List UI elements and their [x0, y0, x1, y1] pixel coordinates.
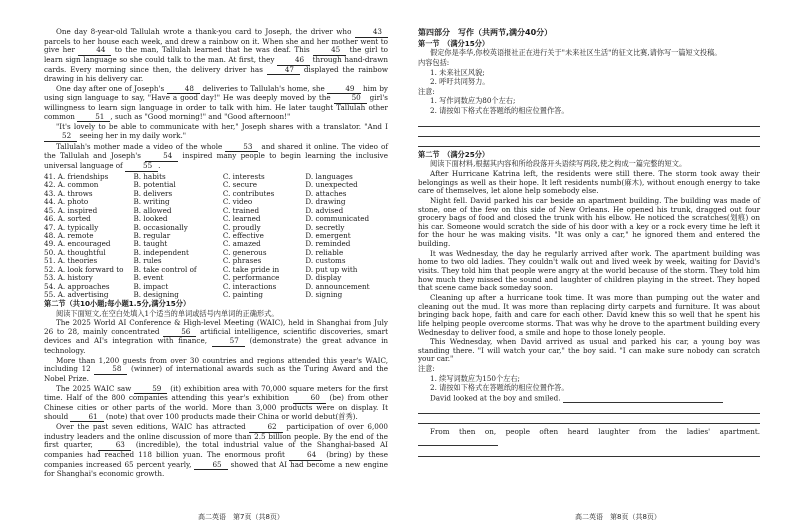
option-choice[interactable]: C. trained — [222, 205, 260, 215]
option-choice[interactable]: D. unexpected — [305, 180, 358, 190]
option-choice[interactable]: D. customs — [305, 256, 346, 266]
option-choice[interactable]: C. interests — [222, 171, 265, 181]
footer-left: 高二英语 第7页（共8页） — [198, 513, 284, 521]
section1-title: 第一节 （满分15分） — [418, 38, 490, 48]
option-choice[interactable]: 50. A. thoughtful — [44, 247, 106, 257]
option-choice[interactable]: D. drawing — [305, 197, 346, 207]
passage-text: seeing her in my daily work." — [77, 131, 187, 141]
passage-text: One day after one of Joseph's — [56, 83, 167, 93]
section2-title: 第二节（共10小题;每小题1.5分,满分15分） — [44, 298, 191, 308]
passage-text: More than 1,200 guests from over 30 countries and regions attended this year's WAIC, including 12 — [44, 355, 388, 374]
option-choice[interactable]: B. looked — [133, 214, 168, 224]
passage-text: (be) from other Chinese cities or other parts of the world. More than 3,000 products were on display. It should — [44, 393, 388, 421]
grammar-paragraph-3 — [44, 385, 388, 423]
option-choice[interactable]: D. languages — [305, 171, 353, 181]
answer-line[interactable] — [418, 447, 760, 457]
option-choice[interactable]: 41. A. friendships — [44, 171, 109, 181]
option-choice[interactable]: D. communicated — [305, 214, 370, 224]
blank-53[interactable]: 53 — [225, 143, 258, 153]
blank-50[interactable]: 50 — [334, 94, 367, 104]
notes-label-1: 注意: — [418, 86, 435, 96]
passage-text: to the man, Tallulah learned that he was deaf. This — [111, 45, 314, 55]
option-choice[interactable]: 43. A. throws — [44, 188, 93, 198]
passage-text: and shared it online. The video of the Tallulah and Joseph's — [44, 141, 389, 161]
answer-line[interactable] — [563, 394, 723, 403]
option-choice[interactable]: D. reminded — [305, 239, 351, 249]
answer-line[interactable] — [418, 437, 498, 446]
content-item-1: 1. 未来社区风貌; — [430, 67, 485, 77]
blank-49[interactable]: 49 — [327, 85, 360, 95]
option-choice[interactable]: C. video — [222, 197, 253, 207]
passage-paragraph-4 — [44, 143, 388, 172]
passage-paragraph-2 — [44, 85, 388, 123]
blank-62[interactable]: 62 — [249, 423, 282, 433]
passage-text: The 2025 World AI Conference & High-level Meeting (WAIC), held in Shanghai from July 26 to 28, mainly concentrated — [44, 318, 388, 336]
blank-65[interactable]: 65 — [194, 461, 227, 471]
option-choice[interactable]: D. display — [305, 273, 342, 283]
passage-text: (winner) of international awards such as the Turing Award and the Nobel Prize. — [44, 364, 388, 383]
note-1-2: 2. 请按如下格式在答题纸的相应位置作答。 — [430, 106, 569, 116]
story-paragraph: It was Wednesday, the day he regularly arrived after work. The apartment building was home to two old ladies. They couldn't walk out and lived week by week, waiting for David's visits. They told him that people were angry at the world because of the storm. They told him how much they missed the sound and laughter of children playing in the street. They hoped that scene came back someday soon. — [418, 248, 760, 293]
grammar-paragraph-1 — [44, 319, 388, 356]
answer-line[interactable] — [418, 414, 760, 424]
blank-61[interactable]: 61 — [70, 413, 103, 423]
option-choice[interactable]: 47. A. typically — [44, 222, 99, 232]
passage-text: , such as "Good morning!" and "Good afternoon!" — [110, 111, 291, 121]
option-choice[interactable]: C. generous — [222, 247, 267, 257]
option-choice[interactable]: B. habits — [133, 171, 166, 181]
passage-text: "It's lovely to be able to communicate with her," Joseph shares with a translator. "And I — [56, 122, 388, 132]
section2w-title: 第二节 （满分25分） — [418, 149, 490, 159]
option-choice[interactable]: B. potential — [133, 180, 176, 190]
blank-59[interactable]: 59 — [134, 385, 167, 395]
blank-63[interactable]: 63 — [98, 441, 131, 451]
passage-text: displayed the rainbow drawing in his delivery car. — [44, 64, 388, 84]
option-choice[interactable]: 45. A. inspired — [44, 205, 98, 215]
passage-text: deliveries to Tallulah's home, she — [199, 83, 328, 93]
option-choice[interactable]: C. take pride in — [222, 264, 280, 274]
passage-text: (demonstrate) the great advance in technology. — [44, 336, 388, 356]
option-choice[interactable]: B. taught — [133, 239, 168, 249]
section2w-instructions: 阅读下面材料,根据其内容和所给段落开头语续写两段,使之构成一篇完整的短文。 — [430, 159, 687, 169]
option-choice[interactable]: C. learned — [222, 214, 261, 224]
options-table — [44, 173, 388, 300]
option-choice[interactable]: B. rules — [133, 256, 162, 266]
option-choice[interactable]: B. designing — [133, 290, 179, 300]
option-choice[interactable]: C. effective — [222, 231, 264, 240]
story-paragraph: Cleaning up after a hurricane took time. It was more than pumping out the water and cleaning out the mud. It was more than replacing dirty carpets and furniture. It was about bringing back hope, faith and care for each other. David knew this so well that he spent his life helping people overcome storms. That was why he drove to the apartment building every Wednesday to deliver food, a smile and hope to those lonely people. — [418, 292, 760, 337]
passage-text: (note) that over 100 products made their China or world debut(首秀). — [103, 411, 358, 421]
option-choice[interactable]: C. painting — [222, 290, 263, 300]
part4-title: 第四部分 写作（共两节,满分40分） — [418, 28, 553, 37]
passage-text: showed that AI had become a new engine for Shanghai's economic growth. — [44, 459, 388, 479]
option-choice[interactable]: 49. A. encouraged — [44, 239, 111, 249]
answer-line[interactable] — [418, 127, 760, 137]
grammar-paragraph-4 — [44, 423, 388, 479]
passage-text: Tallulah's mother made a video of the whole — [56, 141, 226, 151]
note-2-1: 1. 续写词数应为150个左右; — [430, 373, 520, 383]
content-label: 内容包括: — [418, 57, 450, 67]
continuation-start-1: David looked at the boy and smiled. — [418, 394, 760, 403]
option-choice[interactable]: B. regular — [133, 231, 171, 240]
option-choice[interactable]: D. signing — [305, 290, 343, 300]
note-1-1: 1. 写作词数应为80个左右; — [430, 96, 516, 106]
passage-text: (it) exhibition area with 70,000 square meters for the first time. Half of the 800 companies attending this year's exhibition — [44, 383, 388, 403]
blank-54[interactable]: 54 — [145, 152, 178, 162]
blank-57[interactable]: 57 — [212, 337, 245, 347]
option-choice[interactable]: 44. A. photo — [44, 197, 89, 207]
option-choice[interactable]: D. secretly — [305, 222, 345, 232]
story-paragraph: This Wednesday, when David arrived as usual and parked his car, a young boy was standing there. "I will watch your car," the boy said. "I can make sure nobody can scratch your car." — [418, 337, 760, 364]
passage-text: the girl to learn sign language so she could talk to the man. At first, they — [44, 45, 388, 64]
option-choice[interactable]: D. advised — [305, 205, 344, 215]
option-choice[interactable]: D. put up with — [305, 264, 358, 274]
note-2-2: 2. 请按如下格式在答题纸的相应位置作答。 — [430, 383, 569, 393]
left-column — [44, 28, 388, 480]
option-choice[interactable]: 51. A. theories — [44, 256, 98, 266]
passage-paragraph-3 — [44, 123, 388, 141]
passage-paragraph-1 — [44, 28, 388, 84]
option-choice[interactable]: B. event — [133, 273, 164, 283]
blank-45[interactable]: 45 — [313, 46, 346, 56]
blank-47[interactable]: 47 — [267, 66, 300, 76]
option-choice[interactable]: D. emergent — [305, 231, 351, 240]
option-choice[interactable]: B. take control of — [133, 264, 197, 274]
option-choice[interactable]: C. interactions — [222, 281, 277, 291]
blank-43[interactable]: 43 — [355, 28, 388, 38]
content-item-2: 2. 呼吁共同努力。 — [430, 77, 490, 87]
blank-48[interactable]: 48 — [167, 85, 200, 95]
grammar-paragraph-2 — [44, 357, 388, 384]
passage-text: (incredible), the total industrial value of the Shanghai-based AI companies had reached 118 billion yuan. The enormous profit — [44, 440, 388, 460]
option-choice[interactable]: C. proudly — [222, 222, 261, 232]
blank-64[interactable]: 64 — [289, 451, 322, 461]
blank-58[interactable]: 58 — [94, 365, 127, 375]
option-choice[interactable]: 55. A. advertising — [44, 290, 109, 300]
blank-60[interactable]: 60 — [293, 394, 326, 404]
continuation-start-2: From then on, people often heard laughter from the ladies' apartment. — [418, 428, 760, 446]
option-choice[interactable]: C. contributes — [222, 188, 275, 198]
section1-prompt: 假定你是李华,你校英语报社正在进行关于"未来社区生活"的征文比赛,请你写一篇短文投稿。 — [430, 48, 722, 58]
blank-44[interactable]: 44 — [78, 46, 111, 56]
option-choice[interactable]: B. occasionally — [133, 222, 188, 232]
passage-text: Over the past seven editions, WAIC has attracted — [56, 422, 250, 432]
story-paragraph: Night fell. David parked his car beside an apartment building. The building was made of stone, one of the few on this side of New Orleans. He opened his trunk, dragged out four grocery bags of food and closed the trunk with his elbow. He noticed the scratches(划痕) on his car. Someone would scratch the side of his door with a key or a rock every time he left it for the hour he was making visits. "It was only a car," he ignored them and entered the building. — [418, 195, 760, 249]
answer-line[interactable] — [418, 137, 760, 147]
option-choice[interactable]: 48. A. remote — [44, 231, 94, 240]
section2-instructions: 阅读下面短文,在空白处填入1个适当的单词或括号内单词的正确形式。 — [56, 308, 279, 318]
passage-text: girl's willingness to learn sign language in order to talk with him. He later taught Tallulah other common — [44, 93, 388, 121]
notes-label-2: 注意: — [418, 364, 435, 374]
passage-text: artificial intelligence, scientific discoveries, smart devices and AI's integration with finance, — [44, 326, 388, 346]
answer-line[interactable] — [418, 117, 760, 127]
blank-46[interactable]: 46 — [277, 56, 310, 66]
option-choice[interactable]: B. independent — [133, 247, 189, 257]
passage-text: One day 8-year-old Tallulah wrote a thank-you card to Joseph, the driver who — [56, 27, 355, 36]
answer-line[interactable] — [418, 404, 760, 414]
passage-text: through hand-drawn cards. Every morning since then, the delivery driver has — [44, 54, 388, 74]
passage-text: inspired many people to begin learning the inclusive universal language of — [44, 151, 388, 170]
option-choice[interactable]: 42. A. common — [44, 180, 99, 190]
option-choice[interactable]: 46. A. sorted — [44, 214, 91, 224]
option-choice[interactable]: 54. A. approaches — [44, 281, 110, 291]
option-choice[interactable]: B. writing — [133, 197, 170, 207]
footer-right: 高二英语 第8页（共8页） — [575, 513, 661, 521]
option-choice[interactable]: B. delivers — [133, 188, 173, 198]
blank-55[interactable]: 55 — [125, 162, 158, 172]
passage-text: parcels to her house each week, and drew a rainbow on it. When she and her mother went to give her — [44, 36, 388, 55]
option-choice[interactable]: B. allowed — [133, 205, 172, 215]
option-choice[interactable]: D. reliable — [305, 247, 344, 257]
blank-51[interactable]: 51 — [77, 113, 110, 123]
passage-text: . — [158, 160, 161, 170]
option-choice[interactable]: D. attaches — [305, 188, 347, 198]
option-choice[interactable]: D. announcement — [305, 281, 370, 291]
right-column — [418, 28, 760, 457]
passage-text: him by using sign language to say, "Have a good day!" He was deeply moved by the — [44, 83, 388, 103]
passage-text: The 2025 WAIC saw — [56, 383, 135, 393]
option-choice[interactable]: 53. A. history — [44, 273, 93, 283]
story-paragraph: After Hurricane Katrina left, the residents were still there. The storm took away their belongings as well as their hope. It left residents numb(麻木), without enough energy to take care of themselves, let alone help somebody else. — [418, 169, 760, 196]
option-choice[interactable]: C. secure — [222, 180, 257, 190]
passage-text: (bring) by these companies increased 65 percent yearly, — [44, 450, 388, 469]
option-choice[interactable]: C. amazed — [222, 239, 261, 249]
option-choice[interactable]: B. impact — [133, 281, 169, 291]
option-choice[interactable]: 52. A. look forward to — [44, 264, 124, 274]
blank-52[interactable]: 52 — [44, 132, 77, 142]
blank-56[interactable]: 56 — [163, 328, 196, 338]
option-choice[interactable]: C. performance — [222, 273, 280, 283]
passage-text: participation of over 6,000 industry leaders and the online discussion of more than 2.5 billion people. By the end of the first quarter, — [44, 422, 388, 450]
option-choice[interactable]: C. phrases — [222, 256, 262, 266]
